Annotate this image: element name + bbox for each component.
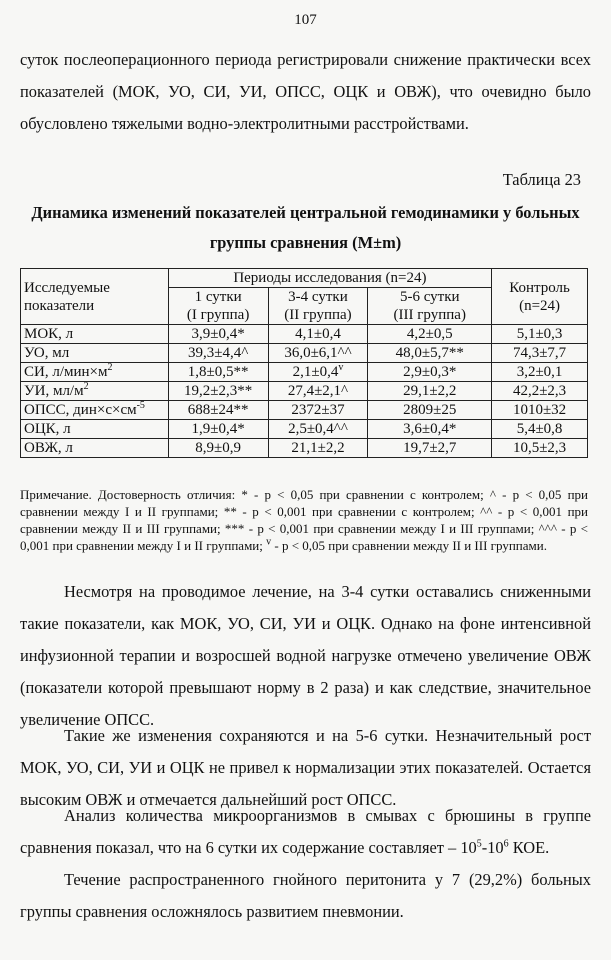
cell: 21,1±2,2 xyxy=(268,439,368,458)
table-row xyxy=(21,344,588,363)
cell: 5,1±0,3 xyxy=(492,325,588,344)
header-col2: 3-4 сутки (II группа) xyxy=(268,288,368,325)
table-row xyxy=(21,325,588,344)
table-label: Таблица 23 xyxy=(502,170,581,189)
cell: 688±24** xyxy=(168,401,268,420)
paragraph-3: Такие же изменения сохраняются и на 5-6 сутки. Незначительный рост МОК, УО, СИ, УИ и ОЦК не привел к нормализации этих показателей. Остается высоким ОВЖ и отмечается дальнейший рост ОПСС. xyxy=(20,726,591,809)
header-periods: Периоды исследования (n=24) xyxy=(168,269,491,288)
paragraph-5: Течение распространенного гнойного перитонита у 7 (29,2%) больных группы сравнения осложнялось развитием пневмонии. xyxy=(20,870,591,921)
cell: 3,2±0,1 xyxy=(492,363,588,382)
table-header-row xyxy=(21,269,588,288)
table-note: Примечание. Достоверность отличия: * - p < 0,05 при сравнении с контролем; ^ - p < 0,05 при сравнении между I и II группами; ** - p < 0,001 при сравнении с контролем; ^^ - p < 0,001 при сравнении между II и III группами; *** - p < 0,001 при сравнении между I и III группами; ^^^ - p < 0,001 при сравнении между I и II группами; $^v$ - p < 0,05 при сравнении между II и III группами. xyxy=(20,487,588,553)
table-row xyxy=(21,439,588,458)
cell: 36,0±6,1^^ xyxy=(268,344,368,363)
hemodynamics-table xyxy=(20,268,588,458)
table-row xyxy=(21,382,588,401)
cell: 48,0±5,7** xyxy=(368,344,492,363)
page-number: 107 xyxy=(294,12,317,28)
cell: 39,3±4,4^ xyxy=(168,344,268,363)
cell: 1010±32 xyxy=(492,401,588,420)
paragraph-4: Анализ количества микроорганизмов в смывах с брюшины в группе сравнения показал, что на 6 сутки их содержание составляет – $10^5-10^6$ КОЕ. xyxy=(20,806,591,857)
table-title: Динамика изменений показателей центральной гемодинамики у больных группы сравнения (M±m) xyxy=(31,203,580,252)
row-label: ОВЖ, л xyxy=(21,439,169,458)
cell: 2,5±0,4^^ xyxy=(268,420,368,439)
table-row xyxy=(21,401,588,420)
cell: 2809±25 xyxy=(368,401,492,420)
cell: 19,7±2,7 xyxy=(368,439,492,458)
intro-paragraph: суток послеоперационного периода регистрировали снижение практически всех показателей (МОК, УО, СИ, УИ, ОПСС, ОЦК и ОВЖ), что очевидно было обусловлено тяжелыми водно-электролитными расстройствами. xyxy=(20,50,591,133)
row-label: УИ, $мл/м^2$ xyxy=(21,382,169,401)
cell: 1,8±0,5** xyxy=(168,363,268,382)
header-col3: 5-6 сутки (III группа) xyxy=(368,288,492,325)
row-label: МОК, л xyxy=(21,325,169,344)
row-label: ОЦК, л xyxy=(21,420,169,439)
header-control-label: Контроль xyxy=(509,279,570,296)
header-control-n: (n=24) xyxy=(519,297,561,314)
cell: 2372±37 xyxy=(268,401,368,420)
cell: 2,9±0,3* xyxy=(368,363,492,382)
table-row xyxy=(21,363,588,382)
cell: $2,1\pm 0,4^v$ xyxy=(268,363,368,382)
row-label: СИ, $л/мин\times м^2$ xyxy=(21,363,169,382)
row-label: ОПСС, $дин\times с\times см^{-5}$ xyxy=(21,401,169,420)
cell: 19,2±2,3** xyxy=(168,382,268,401)
cell: 5,4±0,8 xyxy=(492,420,588,439)
row-label: УО, мл xyxy=(21,344,169,363)
cell: 42,2±2,3 xyxy=(492,382,588,401)
cell: 29,1±2,2 xyxy=(368,382,492,401)
header-col1: 1 сутки (I группа) xyxy=(168,288,268,325)
cell: 10,5±2,3 xyxy=(492,439,588,458)
cell: 74,3±7,7 xyxy=(492,344,588,363)
table-row xyxy=(21,420,588,439)
paragraph-2: Несмотря на проводимое лечение, на 3-4 сутки оставались сниженными такие показатели, как МОК, УО, СИ, УИ и ОЦК. Однако на фоне интенсивной инфузионной терапии и возросшей водной нагрузке отмечено увеличение ОВЖ (показатели которой превышают норму в 2 раза) и как следствие, значительное увеличение ОПСС. xyxy=(20,582,591,729)
cell: 3,9±0,4* xyxy=(168,325,268,344)
cell: 3,6±0,4* xyxy=(368,420,492,439)
cell: 27,4±2,1^ xyxy=(268,382,368,401)
header-control xyxy=(492,269,588,325)
header-indicator: Исследуемые показатели xyxy=(21,269,169,325)
cell: 4,1±0,4 xyxy=(268,325,368,344)
cell: 4,2±0,5 xyxy=(368,325,492,344)
cell: 8,9±0,9 xyxy=(168,439,268,458)
cell: 1,9±0,4* xyxy=(168,420,268,439)
